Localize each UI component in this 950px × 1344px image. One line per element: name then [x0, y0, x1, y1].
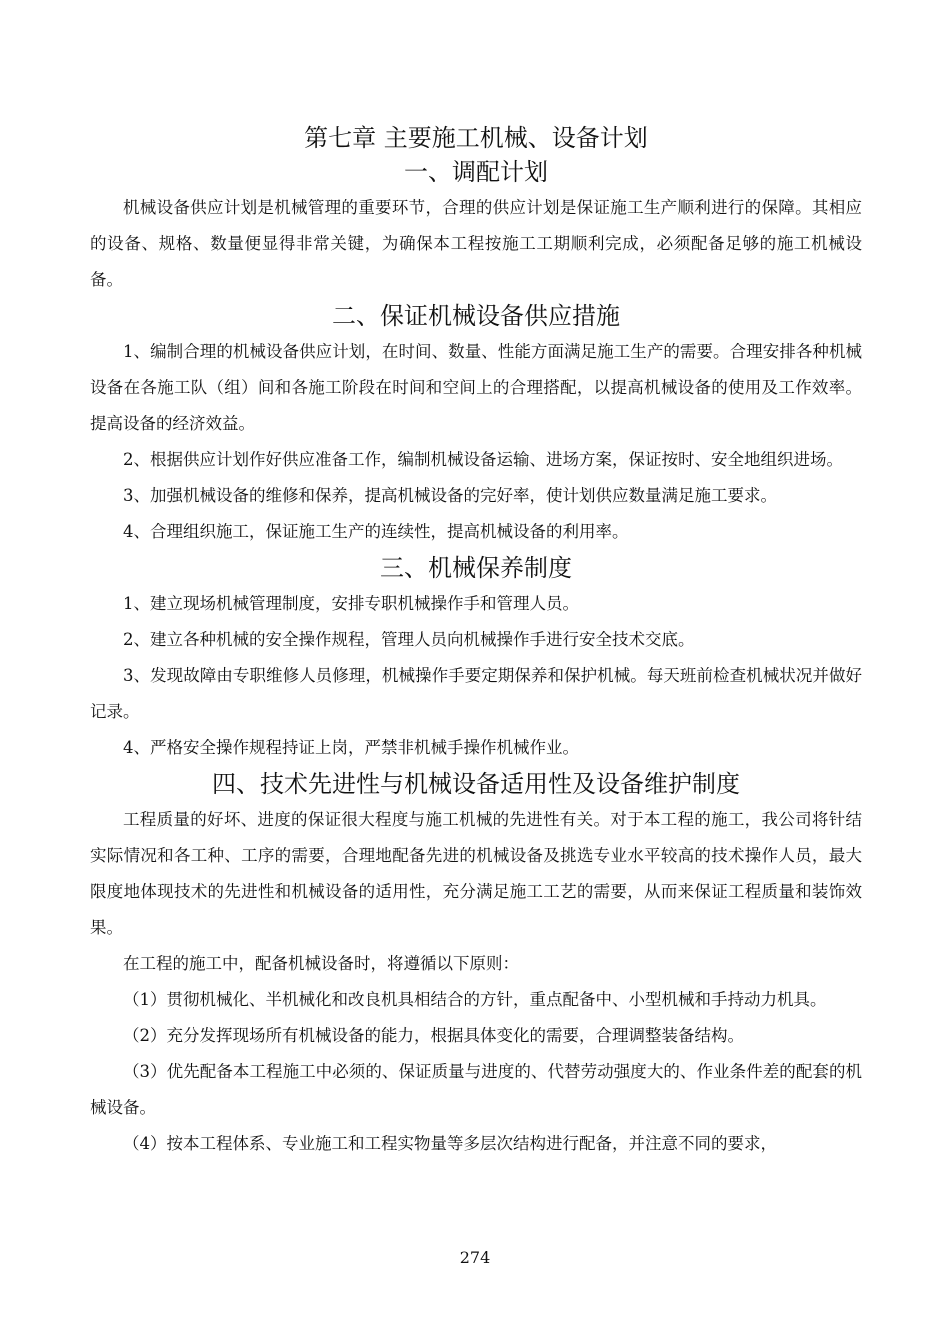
chapter-title: 第七章 主要施工机械、设备计划 [304, 124, 648, 152]
paragraph: 4、合理组织施工，保证施工生产的连续性，提高机械设备的利用率。 [123, 522, 629, 541]
paragraph: 3、加强机械设备的维修和保养，提高机械设备的完好率，使计划供应数量满足施工要求。 [123, 486, 777, 505]
paragraph: 3、发现故障由专职维修人员修理，机械操作手要定期保养和保护机械。每天班前检查机械状况并做好记录。 [90, 666, 862, 721]
paragraph: （1）贯彻机械化、半机械化和改良机具相结合的方针，重点配备中、小型机械和手持动力机具。 [123, 990, 827, 1009]
section-heading: 三、机械保养制度 [380, 554, 572, 582]
section-3 [90, 552, 862, 766]
paragraph: 在工程的施工中，配备机械设备时，将遵循以下原则： [123, 954, 519, 973]
paragraph: 1、编制合理的机械设备供应计划，在时间、数量、性能方面满足施工生产的需要。合理安排各种机械设备在各施工队（组）间和各施工阶段在时间和空间上的合理搭配，以提高机械设备的使用及工作效率。提高设备的经济效益。 [90, 342, 862, 433]
paragraph: 4、严格安全操作规程持证上岗，严禁非机械手操作机械作业。 [123, 738, 579, 757]
document-body [90, 112, 862, 1162]
paragraph: （4）按本工程体系、专业施工和工程实物量等多层次结构进行配备，并注意不同的要求， [123, 1134, 777, 1153]
paragraph: 2、根据供应计划作好供应准备工作，编制机械设备运输、进场方案，保证按时、安全地组织进场。 [123, 450, 843, 469]
section-2 [90, 300, 862, 550]
paragraph: 1、建立现场机械管理制度，安排专职机械操作手和管理人员。 [123, 594, 579, 613]
paragraph: 机械设备供应计划是机械管理的重要环节，合理的供应计划是保证施工生产顺利进行的保障。其相应的设备、规格、数量便显得非常关键，为确保本工程按施工工期顺利完成，必须配备足够的施工机械设备。 [90, 198, 862, 289]
page-number: 274 [459, 1248, 491, 1267]
paragraph: （2）充分发挥现场所有机械设备的能力，根据具体变化的需要，合理调整装备结构。 [123, 1026, 744, 1045]
paragraph: （3）优先配备本工程施工中必须的、保证质量与进度的、代替劳动强度大的、作业条件差的配套的机械设备。 [90, 1062, 862, 1117]
section-heading: 二、保证机械设备供应措施 [332, 302, 620, 330]
paragraph: 2、建立各种机械的安全操作规程，管理人员向机械操作手进行安全技术交底。 [123, 630, 695, 649]
section-4 [90, 768, 862, 1162]
paragraph: 工程质量的好坏、进度的保证很大程度与施工机械的先进性有关。对于本工程的施工，我公司将针结实际情况和各工种、工序的需要，合理地配备先进的机械设备及挑选专业水平较高的技术操作人员，最大限度地体现技术的先进性和机械设备的适用性，充分满足施工工艺的需要，从而来保证工程质量和装饰效果。 [90, 810, 862, 937]
section-heading: 一、调配计划 [404, 158, 548, 186]
section-heading: 四、技术先进性与机械设备适用性及设备维护制度 [212, 770, 740, 798]
section-1 [90, 156, 862, 298]
